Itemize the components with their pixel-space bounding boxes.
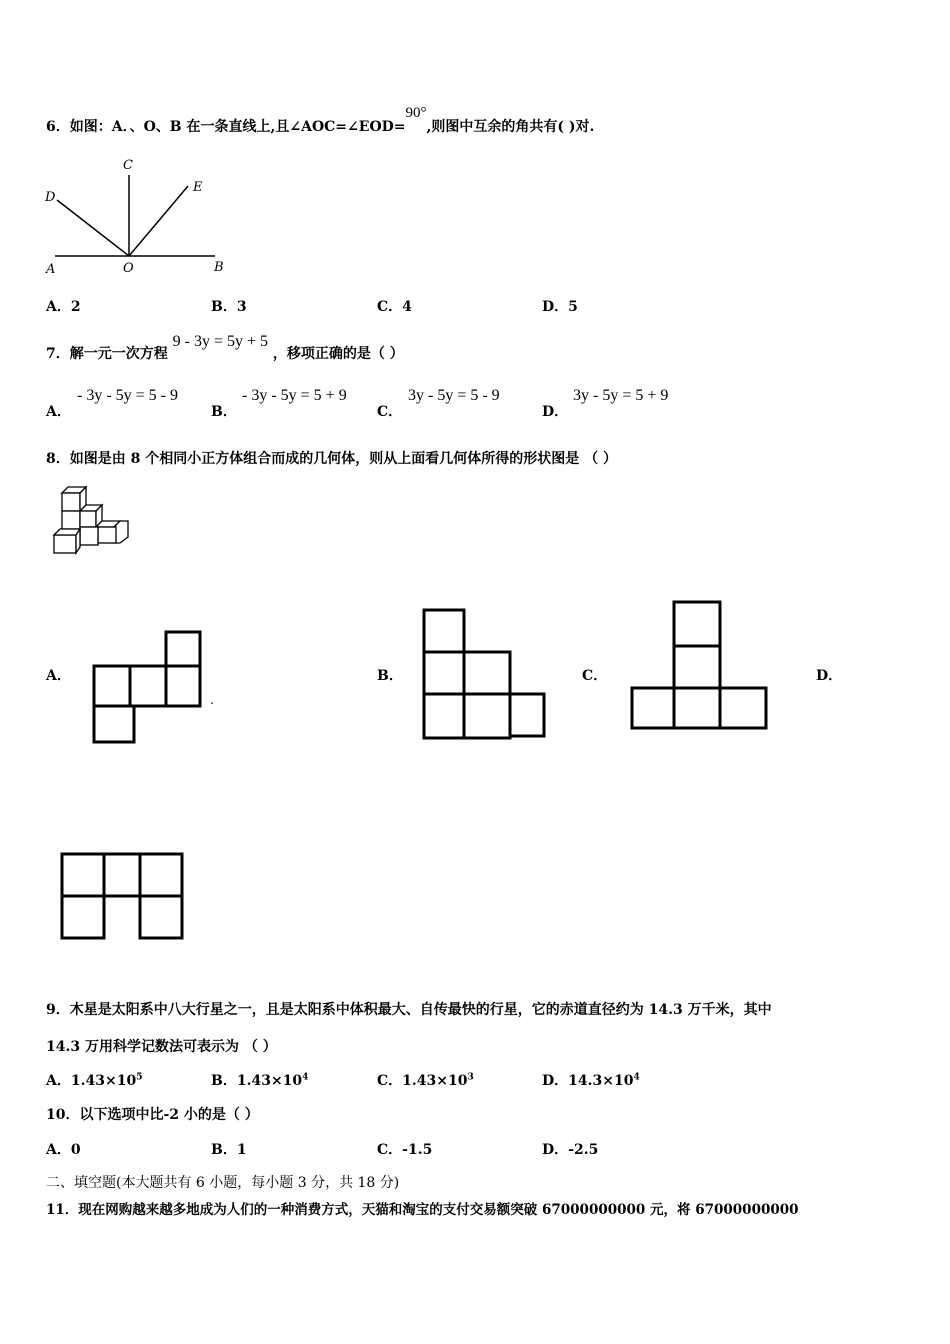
q7-stem-prefix: 7．解一元一次方程	[46, 346, 168, 362]
q8-option-a-dot: .	[210, 693, 214, 707]
q6-option-a[interactable]: A．2	[46, 299, 81, 315]
q7-stem-suffix: ，移项正确的是（ ）	[272, 346, 404, 362]
label-b: B	[214, 260, 224, 275]
q8-stem: 8．如图是由 8 个相同小正方体组合而成的几何体，则从上面看几何体所得的形状图是 （ ）	[46, 451, 617, 467]
q6-degree: 90°	[405, 105, 427, 121]
label-d: D	[45, 190, 56, 205]
q6-option-c[interactable]: C．4	[377, 299, 412, 315]
q8-option-c[interactable]: C．	[582, 668, 608, 684]
q7-stem	[46, 333, 404, 363]
q8-option-d-figure[interactable]	[58, 850, 188, 944]
q7-equation: 9 - 3y = 5y + 5	[172, 333, 268, 350]
section-2-title: 二、填空题(本大题共有 6 小题，每小题 3 分，共 18 分)	[46, 1175, 400, 1191]
q10-stem: 10．以下选项中比-2 小的是（ ）	[46, 1107, 259, 1123]
q7-option-b-key[interactable]: B．	[211, 404, 237, 420]
q9-stem-line1: 9．木星是太阳系中八大行星之一，且是太阳系中体积最大、自传最快的行星，它的赤道直径约为 14.3 万千米，其中	[46, 1002, 772, 1018]
q7-option-a-value: - 3y - 5y = 5 - 9	[77, 387, 179, 404]
label-e: E	[193, 180, 203, 195]
q9-option-b[interactable]: B．$1.43\times 10^4$	[211, 1072, 309, 1089]
q9-stem-line2: 14.3 万用科学记数法可表示为 （ ）	[46, 1039, 277, 1055]
q6-stem-suffix: ,则图中互余的角共有( )对.	[426, 119, 595, 135]
q6-stem-prefix: 6．如图：A．、O、B 在一条直线上,且∠AOC=∠EOD=	[46, 119, 406, 135]
q9-option-d[interactable]: D．$14.3\times 10^4$	[542, 1072, 640, 1089]
q10-option-a[interactable]: A．0	[46, 1142, 81, 1158]
q6-option-d[interactable]: D．5	[542, 299, 578, 315]
label-a: A	[46, 262, 56, 277]
q7-option-a-key[interactable]: A．	[46, 404, 71, 420]
q8-option-b[interactable]: B．	[377, 668, 403, 684]
q8-option-c-figure[interactable]	[628, 598, 772, 734]
label-o: O	[123, 261, 134, 276]
q8-cube-figure	[50, 485, 135, 560]
q6-stem	[46, 105, 595, 136]
q11-stem: 11．现在网购越来越多地成为人们的一种消费方式，天猫和淘宝的支付交易额突破 67000000000 元，将 67000000000	[46, 1202, 799, 1218]
q10-option-c[interactable]: C．-1.5	[377, 1142, 433, 1158]
q7-option-c-value: 3y - 5y = 5 - 9	[408, 387, 500, 404]
q8-option-b-figure[interactable]	[420, 606, 550, 744]
q8-option-a[interactable]: A．	[46, 668, 71, 684]
q7-option-d-value: 3y - 5y = 5 + 9	[573, 387, 669, 404]
q9-option-c[interactable]: C．$1.43\times 10^3$	[377, 1072, 474, 1089]
ray-od	[57, 200, 129, 256]
q8-option-d[interactable]: D．	[816, 668, 843, 684]
q8-option-a-figure[interactable]	[90, 630, 220, 748]
q6-angle-figure	[40, 150, 230, 280]
q7-option-d-key[interactable]: D．	[542, 404, 569, 420]
label-c: C	[123, 158, 133, 173]
q10-option-b[interactable]: B．1	[211, 1142, 247, 1158]
q6-option-b[interactable]: B．3	[211, 299, 247, 315]
q10-option-d[interactable]: D．-2.5	[542, 1142, 599, 1158]
q7-option-b-value: - 3y - 5y = 5 + 9	[242, 387, 347, 404]
ray-oe	[129, 186, 188, 256]
q9-option-a[interactable]: A．$1.43\times 10^5$	[46, 1072, 143, 1089]
q7-option-c-key[interactable]: C．	[377, 404, 403, 420]
